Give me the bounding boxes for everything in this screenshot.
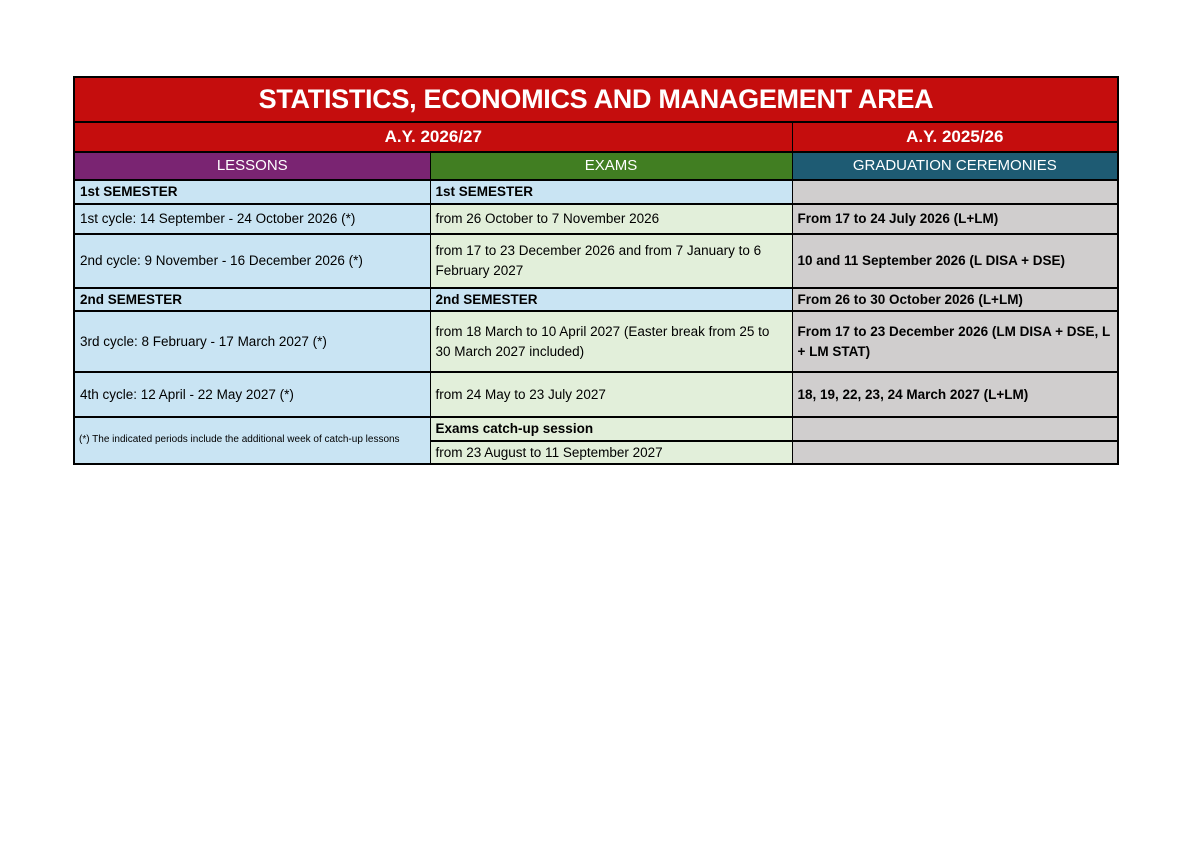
- lessons-cell: 1st cycle: 14 September - 24 October 2026 (*): [74, 204, 430, 234]
- table-row-catchup-header: [74, 417, 1118, 441]
- year-header-current: A.Y. 2026/27: [74, 122, 792, 152]
- table-row-1st-semester: [74, 180, 1118, 204]
- table-row-4th-cycle: [74, 372, 1118, 417]
- exams-cell: 1st SEMESTER: [430, 180, 792, 204]
- exams-cell: 2nd SEMESTER: [430, 288, 792, 312]
- year-header-previous: A.Y. 2025/26: [792, 122, 1118, 152]
- column-header-row: [74, 152, 1118, 180]
- exams-cell: from 18 March to 10 April 2027 (Easter break from 25 to 30 March 2027 included): [430, 311, 792, 372]
- year-header-row: [74, 122, 1118, 152]
- table-row-2nd-semester: [74, 288, 1118, 312]
- exams-cell: from 26 October to 7 November 2026: [430, 204, 792, 234]
- graduation-cell: From 17 to 24 July 2026 (L+LM): [792, 204, 1118, 234]
- lessons-cell: 1st SEMESTER: [74, 180, 430, 204]
- graduation-cell: [792, 417, 1118, 441]
- page-title: STATISTICS, ECONOMICS AND MANAGEMENT AREA: [74, 77, 1118, 122]
- exams-cell: from 17 to 23 December 2026 and from 7 January to 6 February 2027: [430, 234, 792, 288]
- table-row-3rd-cycle: [74, 311, 1118, 372]
- column-header-exams: EXAMS: [430, 152, 792, 180]
- column-header-graduation: GRADUATION CEREMONIES: [792, 152, 1118, 180]
- lessons-cell: 2nd cycle: 9 November - 16 December 2026 (*): [74, 234, 430, 288]
- lessons-cell: 2nd SEMESTER: [74, 288, 430, 312]
- lessons-cell: 4th cycle: 12 April - 22 May 2027 (*): [74, 372, 430, 417]
- exams-cell: Exams catch-up session: [430, 417, 792, 441]
- graduation-cell: From 26 to 30 October 2026 (L+LM): [792, 288, 1118, 312]
- lessons-cell: 3rd cycle: 8 February - 17 March 2027 (*): [74, 311, 430, 372]
- column-header-lessons: LESSONS: [74, 152, 430, 180]
- academic-calendar-table: [73, 76, 1119, 465]
- footnote-cell: (*) The indicated periods include the additional week of catch-up lessons: [74, 417, 430, 464]
- graduation-cell: From 17 to 23 December 2026 (LM DISA + DSE, L + LM STAT): [792, 311, 1118, 372]
- graduation-cell: 18, 19, 22, 23, 24 March 2027 (L+LM): [792, 372, 1118, 417]
- exams-cell: from 23 August to 11 September 2027: [430, 441, 792, 465]
- title-row: [74, 77, 1118, 122]
- graduation-cell: 10 and 11 September 2026 (L DISA + DSE): [792, 234, 1118, 288]
- table-row-1st-cycle: [74, 204, 1118, 234]
- graduation-cell: [792, 441, 1118, 465]
- table-row-2nd-cycle: [74, 234, 1118, 288]
- exams-cell: from 24 May to 23 July 2027: [430, 372, 792, 417]
- graduation-cell: [792, 180, 1118, 204]
